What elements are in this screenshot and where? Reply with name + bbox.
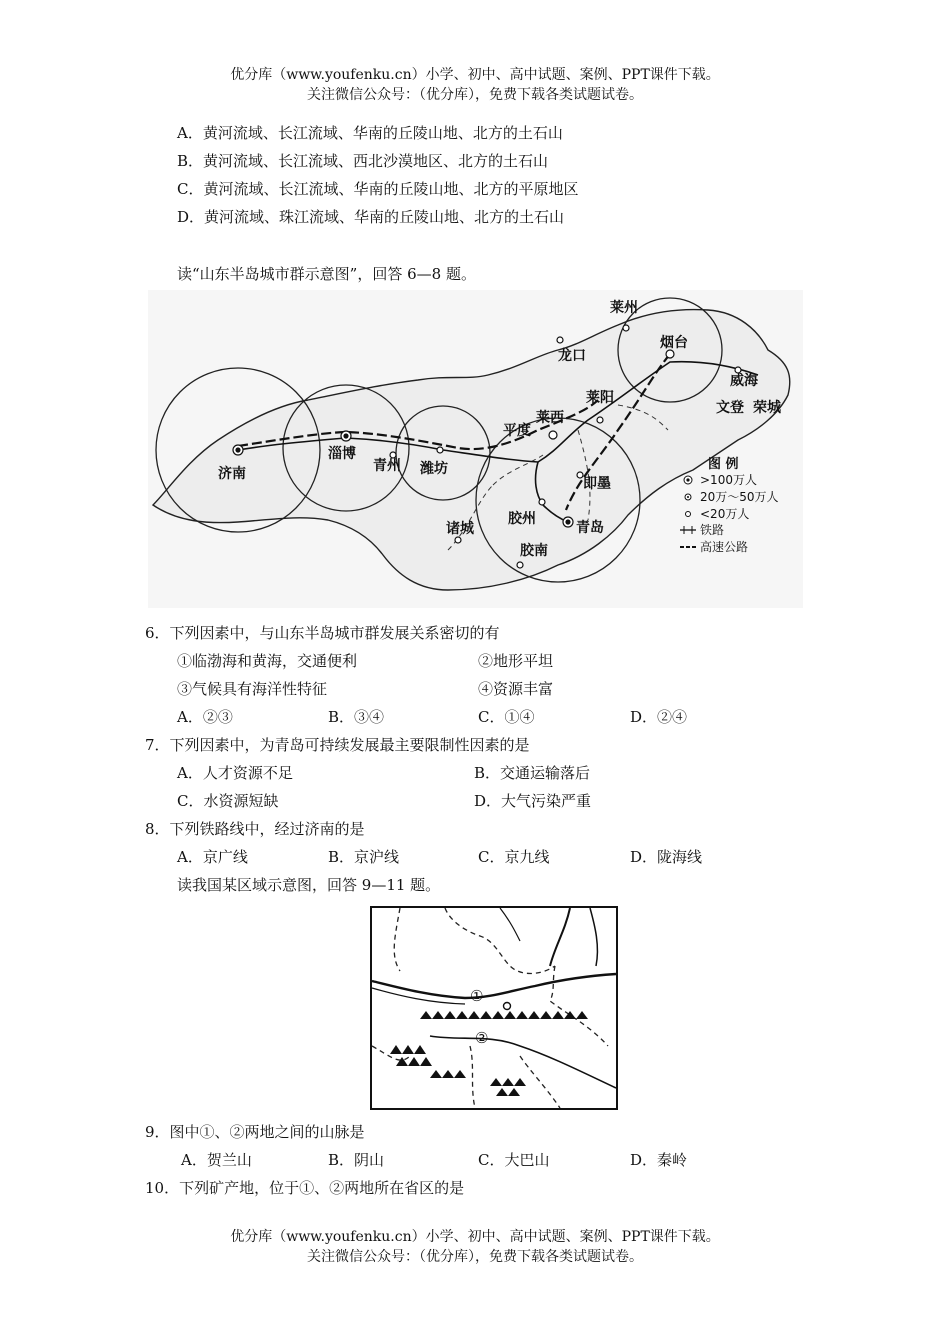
footer-line-1: 优分库（www.youfenku.cn）小学、初中、高中试题、案例、PPT课件下载。 — [230, 1229, 720, 1245]
q6-option-d: D．②④ — [630, 708, 688, 726]
q6-option-b: B．③④ — [328, 708, 385, 726]
q7-option-c: C．水资源短缺 — [177, 792, 279, 810]
city-zibo: 淄博 — [328, 446, 356, 462]
prev-option-d: D．黄河流域、珠江流域、华南的丘陵山地、北方的土石山 — [177, 208, 565, 226]
city-jinan: 济南 — [218, 466, 246, 482]
city-wendeng: 文登 — [716, 400, 744, 416]
intro-map-1: 读“山东半岛城市群示意图”，回答 6—8 题。 — [177, 265, 476, 283]
q6-item-2: ②地形平坦 — [478, 652, 554, 670]
legend-item-railway: 铁路 — [700, 523, 725, 537]
q7-option-b: B．交通运输落后 — [474, 764, 591, 782]
q8-option-a: A．京广线 — [177, 848, 248, 866]
intro-map-2: 读我国某区域示意图，回答 9—11 题。 — [177, 876, 441, 894]
region-map — [370, 906, 618, 1110]
city-longkou: 龙口 — [558, 348, 586, 364]
legend-title: 图 例 — [708, 457, 739, 472]
header-line-1: 优分库（www.youfenku.cn）小学、初中、高中试题、案例、PPT课件下载。 — [230, 67, 720, 83]
q6-stem: 6．下列因素中，与山东半岛城市群发展关系密切的有 — [145, 624, 500, 642]
q10-stem: 10．下列矿产地，位于①、②两地所在省区的是 — [145, 1179, 465, 1197]
q7-option-a: A．人才资源不足 — [177, 764, 293, 782]
city-weihai: 威海 — [730, 373, 758, 389]
city-qingzhou: 青州 — [373, 458, 401, 474]
city-laizhou: 莱州 — [610, 300, 638, 316]
q7-stem: 7．下列因素中，为青岛可持续发展最主要限制性因素的是 — [145, 736, 530, 754]
q6-option-c: C．①④ — [478, 708, 535, 726]
q9-option-d: D．秦岭 — [630, 1151, 688, 1169]
city-jiaozhou: 胶州 — [508, 511, 536, 527]
prev-option-c: C．黄河流域、长江流域、华南的丘陵山地、北方的平原地区 — [177, 180, 579, 198]
q8-option-b: B．京沪线 — [328, 848, 400, 866]
q6-item-1: ①临渤海和黄海，交通便利 — [177, 652, 358, 670]
city-jiaonan: 胶南 — [520, 543, 548, 559]
city-weifang: 潍坊 — [420, 461, 448, 477]
legend-item-medium: 20万～50万人 — [700, 490, 779, 504]
city-qingdao: 青岛 — [576, 520, 604, 536]
q6-item-4: ④资源丰富 — [478, 680, 554, 698]
q6-item-3: ③气候具有海洋性特征 — [177, 680, 328, 698]
prev-option-a: A．黄河流域、长江流域、华南的丘陵山地、北方的土石山 — [177, 124, 563, 142]
q9-option-c: C．大巴山 — [478, 1151, 550, 1169]
shandong-map — [148, 290, 803, 608]
city-laiyang: 莱阳 — [586, 390, 614, 406]
q9-option-a: A．贺兰山 — [181, 1151, 252, 1169]
city-zhucheng: 诸城 — [446, 521, 474, 537]
city-yantai: 烟台 — [660, 335, 688, 351]
city-jimo: 即墨 — [583, 476, 611, 492]
footer-line-2: 关注微信公众号：（优分库），免费下载各类试题试卷。 — [307, 1249, 643, 1265]
header-line-2: 关注微信公众号：（优分库），免费下载各类试题试卷。 — [307, 87, 643, 103]
q9-option-b: B．阴山 — [328, 1151, 385, 1169]
city-laixi: 莱西 — [536, 410, 564, 426]
q7-option-d: D．大气污染严重 — [474, 792, 592, 810]
legend-item-small: <20万人 — [700, 507, 750, 521]
q8-stem: 8．下列铁路线中，经过济南的是 — [145, 820, 365, 838]
city-pingdu: 平度 — [503, 423, 531, 439]
legend-item-expressway: 高速公路 — [700, 540, 749, 554]
map2-label-2: ② — [475, 1029, 489, 1047]
prev-option-b: B．黄河流域、长江流域、西北沙漠地区、北方的土石山 — [177, 152, 549, 170]
q8-option-c: C．京九线 — [478, 848, 550, 866]
q6-option-a: A．②③ — [177, 708, 233, 726]
q9-stem: 9．图中①、②两地之间的山脉是 — [145, 1123, 365, 1141]
map2-label-1: ① — [470, 987, 484, 1005]
city-rongcheng: 荣城 — [753, 400, 781, 416]
legend-item-large: >100万人 — [700, 473, 757, 487]
q8-option-d: D．陇海线 — [630, 848, 703, 866]
